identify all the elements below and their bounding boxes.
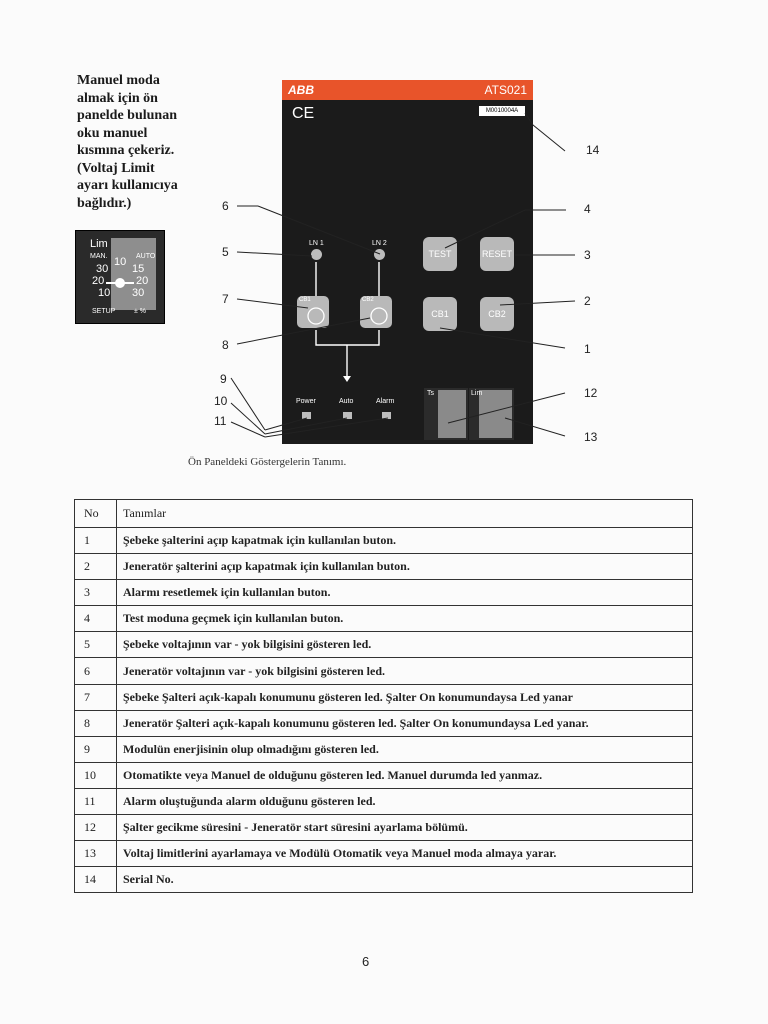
table-row — [75, 684, 693, 710]
dial-unit-label: ± % — [134, 308, 147, 315]
dial-right-30: 30 — [132, 287, 145, 299]
row-no: 6 — [75, 658, 117, 684]
table-row — [75, 762, 693, 788]
table-row — [75, 632, 693, 658]
row-no: 14 — [75, 867, 117, 893]
dial-setup-label: SETUP — [92, 308, 116, 315]
figure-caption: Ön Paneldeki Göstergelerin Tanımı. — [188, 456, 347, 468]
dial-right-15: 15 — [132, 263, 145, 275]
callout-9: 9 — [220, 372, 227, 386]
cb2-button[interactable]: CB2 — [480, 297, 514, 331]
alarm-label: Alarm — [376, 398, 395, 405]
row-no: 7 — [75, 684, 117, 710]
table-row — [75, 788, 693, 814]
dial-left-30: 30 — [96, 263, 109, 275]
row-no: 9 — [75, 736, 117, 762]
table-row — [75, 815, 693, 841]
cb1-button[interactable]: CB1 — [423, 297, 457, 331]
header-no: No — [75, 500, 117, 528]
row-text: Otomatikte veya Manuel de olduğunu gösteren led. Manuel durumda led yanmaz. — [117, 762, 693, 788]
header-desc: Tanımlar — [117, 500, 693, 528]
cb1-switch-label: CB1 — [299, 297, 311, 303]
cb2-switch-label: CB2 — [362, 297, 374, 303]
row-no: 5 — [75, 632, 117, 658]
row-text: Serial No. — [117, 867, 693, 893]
table-row — [75, 658, 693, 684]
callout-lines — [0, 0, 768, 470]
row-no: 10 — [75, 762, 117, 788]
table-row — [75, 554, 693, 580]
auto-label: Auto — [339, 398, 354, 405]
callout-7: 7 — [222, 292, 229, 306]
callout-1: 1 — [584, 342, 591, 356]
row-text: Jeneratör şalterini açıp kapatmak için kullanılan buton. — [117, 554, 693, 580]
row-text: Şebeke voltajının var - yok bilgisini gösteren led. — [117, 632, 693, 658]
callout-13: 13 — [584, 430, 598, 444]
row-no: 1 — [75, 528, 117, 554]
model-label: ATS021 — [484, 83, 527, 97]
page-number: 6 — [362, 954, 370, 969]
callout-5: 5 — [222, 245, 229, 259]
reset-button[interactable]: RESET — [480, 237, 514, 271]
callout-2: 2 — [584, 294, 591, 308]
intro-text: Manuel moda almak için ön panelde bulunan oku manuel kısmına çekeriz. (Voltaj Limit ayarı kullanıcıya bağlıdır.) — [77, 73, 178, 211]
row-no: 4 — [75, 606, 117, 632]
dial-auto-label: AUTO — [136, 253, 156, 260]
callout-14: 14 — [586, 143, 600, 157]
dial-top-value: 10 — [114, 256, 127, 268]
callout-6: 6 — [222, 199, 229, 213]
row-text: Şebeke şalterini açıp kapatmak için kullanılan buton. — [117, 528, 693, 554]
row-text: Alarmı resetlemek için kullanılan buton. — [117, 580, 693, 606]
row-no: 11 — [75, 788, 117, 814]
dial-right-20: 20 — [136, 275, 149, 287]
row-no: 12 — [75, 815, 117, 841]
row-text: Jeneratör voltajının var - yok bilgisini gösteren led. — [117, 658, 693, 684]
callout-12: 12 — [584, 386, 598, 400]
row-text: Şebeke Şalteri açık-kapalı konumunu gösteren led. Şalter On konumundaysa Led yanar — [117, 684, 693, 710]
table-row — [75, 710, 693, 736]
row-text: Alarm oluştuğunda alarm olduğunu gösteren led. — [117, 788, 693, 814]
ts-label: Ts — [427, 390, 434, 397]
dial-left-10: 10 — [98, 287, 111, 299]
row-no: 2 — [75, 554, 117, 580]
ln2-label: LN 2 — [372, 240, 387, 247]
row-text: Voltaj limitlerini ayarlamaya ve Modülü Otomatik veya Manuel moda almaya yarar. — [117, 841, 693, 867]
dial-left-20: 20 — [92, 275, 105, 287]
serial-number-label: M0010004A — [479, 106, 525, 116]
ln1-label: LN 1 — [309, 240, 324, 247]
table-row — [75, 736, 693, 762]
dial-man-label: MAN. — [90, 253, 108, 260]
callout-3: 3 — [584, 248, 591, 262]
callout-11: 11 — [214, 414, 227, 428]
row-no: 3 — [75, 580, 117, 606]
table-header-row — [75, 500, 693, 528]
test-button[interactable]: TEST — [423, 237, 457, 271]
row-text: Test moduna geçmek için kullanılan buton. — [117, 606, 693, 632]
row-text: Modulün enerjisinin olup olmadığını gösteren led. — [117, 736, 693, 762]
callout-4: 4 — [584, 202, 591, 216]
power-label: Power — [296, 398, 316, 405]
abb-logo: ABB — [288, 83, 314, 97]
row-text: Şalter gecikme süresini - Jeneratör start süresini ayarlama bölümü. — [117, 815, 693, 841]
lim-label: Lim — [471, 390, 483, 397]
row-text: Jeneratör Şalteri açık-kapalı konumunu gösteren led. Şalter On konumundaysa Led yanar. — [117, 710, 693, 736]
row-no: 13 — [75, 841, 117, 867]
row-no: 8 — [75, 710, 117, 736]
ce-mark: CE — [292, 105, 315, 122]
callout-10: 10 — [214, 394, 228, 408]
definitions-table — [74, 499, 693, 893]
table-row — [75, 867, 693, 893]
table-row — [75, 841, 693, 867]
callout-8: 8 — [222, 338, 229, 352]
table-row — [75, 580, 693, 606]
table-row — [75, 528, 693, 554]
dial-title: Lim — [90, 238, 108, 250]
table-row — [75, 606, 693, 632]
